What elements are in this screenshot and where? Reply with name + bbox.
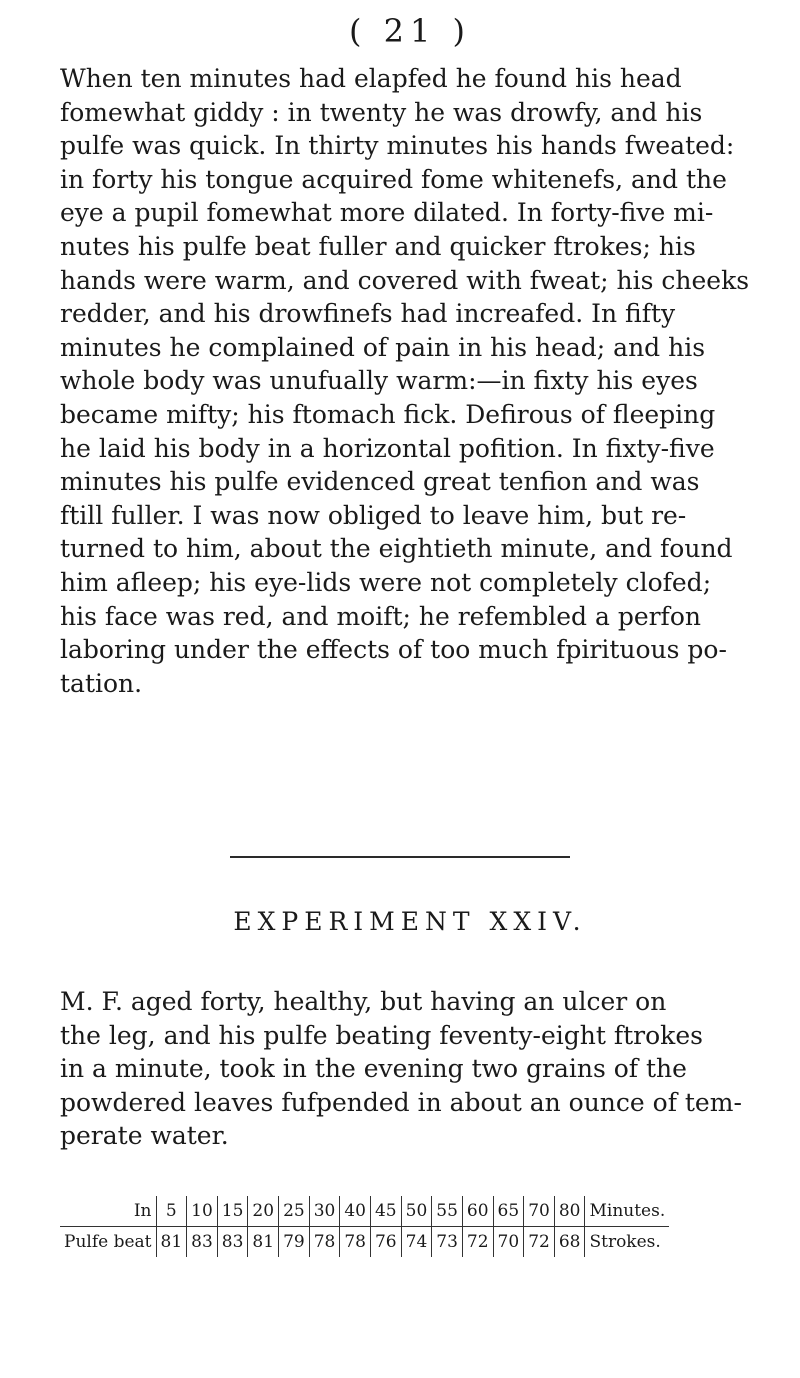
text-line: nutes his pulfe beat fuller and quicker ftrokes; his xyxy=(60,231,696,261)
text-line: tation. xyxy=(60,668,143,698)
strokes-cell: 83 xyxy=(187,1227,218,1258)
strokes-cell: 76 xyxy=(370,1227,401,1258)
strokes-cell: 83 xyxy=(217,1227,248,1258)
minutes-cell: 20 xyxy=(248,1196,279,1227)
strokes-cell: 74 xyxy=(401,1227,432,1258)
minutes-cell: 65 xyxy=(493,1196,524,1227)
minutes-cell: 25 xyxy=(279,1196,310,1227)
experiment-paragraph xyxy=(60,985,758,1153)
text-line: pulfe was quick. In thirty minutes his hands fweated: xyxy=(60,131,735,161)
text-line: minutes his pulfe evidenced great tenfion and was xyxy=(60,467,700,497)
minutes-cell: 70 xyxy=(524,1196,555,1227)
strokes-cell: 70 xyxy=(493,1227,524,1258)
text-line: fomewhat giddy : in twenty he was drowfy, and his xyxy=(60,97,703,127)
text-line: hands were warm, and covered with fweat; his cheeks xyxy=(60,265,750,295)
text-line: When ten minutes had elapfed he found his head xyxy=(60,64,682,93)
text-line: in forty his tongue acquired fome whitenefs, and the xyxy=(60,164,727,194)
text-line: perate water. xyxy=(60,1121,229,1151)
text-line: the leg, and his pulfe beating feventy-eight ftrokes xyxy=(60,1020,703,1050)
experiment-heading: EXPERIMENT XXIV. xyxy=(233,907,587,936)
section-divider xyxy=(230,856,570,858)
strokes-cell: 81 xyxy=(248,1227,279,1258)
text-line: in a minute, took in the evening two grains of the xyxy=(60,1054,687,1084)
strokes-row-label: Pulfe beat xyxy=(64,1232,152,1252)
minutes-cell: 10 xyxy=(187,1196,218,1227)
strokes-unit: Strokes. xyxy=(585,1227,669,1258)
text-line: whole body was unufually warm:—in fixty his eyes xyxy=(60,366,698,396)
minutes-unit: Minutes. xyxy=(585,1196,669,1227)
text-line: he laid his body in a horizontal pofition. In fixty-five xyxy=(60,433,715,463)
text-line: eye a pupil fomewhat more dilated. In forty-five mi- xyxy=(60,198,714,228)
strokes-cell: 73 xyxy=(432,1227,463,1258)
strokes-cell: 81 xyxy=(156,1227,187,1258)
strokes-cell: 78 xyxy=(340,1227,371,1258)
text-line: powdered leaves fufpended in about an ounce of tem- xyxy=(60,1087,742,1117)
body-paragraph xyxy=(60,62,758,700)
text-line: turned to him, about the eightieth minute, and found xyxy=(60,534,733,564)
minutes-cell: 80 xyxy=(554,1196,585,1227)
text-line: redder, and his drowfinefs had increafed. In fifty xyxy=(60,299,676,329)
text-line: ftill fuller. I was now obliged to leave him, but re- xyxy=(60,500,687,530)
strokes-cell: 78 xyxy=(309,1227,340,1258)
text-line: became mifty; his ftomach fick. Defirous of fleeping xyxy=(60,399,716,429)
strokes-cell: 72 xyxy=(462,1227,493,1258)
minutes-cell: 45 xyxy=(370,1196,401,1227)
text-line: his face was red, and moift; he refembled a perfon xyxy=(60,601,701,631)
minutes-row xyxy=(60,1196,669,1227)
text-line: laboring under the effects of too much fpirituous po- xyxy=(60,635,727,665)
text-line: him afleep; his eye-lids were not completely clofed; xyxy=(60,567,712,597)
minutes-cell: 55 xyxy=(432,1196,463,1227)
text-line: minutes he complained of pain in his head; and his xyxy=(60,332,706,362)
pulse-table xyxy=(60,1196,760,1257)
strokes-cell: 68 xyxy=(554,1227,585,1258)
text-line: M. F. aged forty, healthy, but having an ulcer on xyxy=(60,987,667,1016)
strokes-cell: 79 xyxy=(279,1227,310,1258)
minutes-cell: 15 xyxy=(217,1196,248,1227)
minutes-cell: 40 xyxy=(340,1196,371,1227)
minutes-row-label: In xyxy=(60,1196,156,1227)
minutes-cell: 60 xyxy=(462,1196,493,1227)
strokes-row xyxy=(60,1227,669,1258)
minutes-cell: 5 xyxy=(156,1196,187,1227)
strokes-cell: 72 xyxy=(524,1227,555,1258)
minutes-cell: 30 xyxy=(309,1196,340,1227)
minutes-cell: 50 xyxy=(401,1196,432,1227)
page-number: ( 21 ) xyxy=(348,12,472,50)
